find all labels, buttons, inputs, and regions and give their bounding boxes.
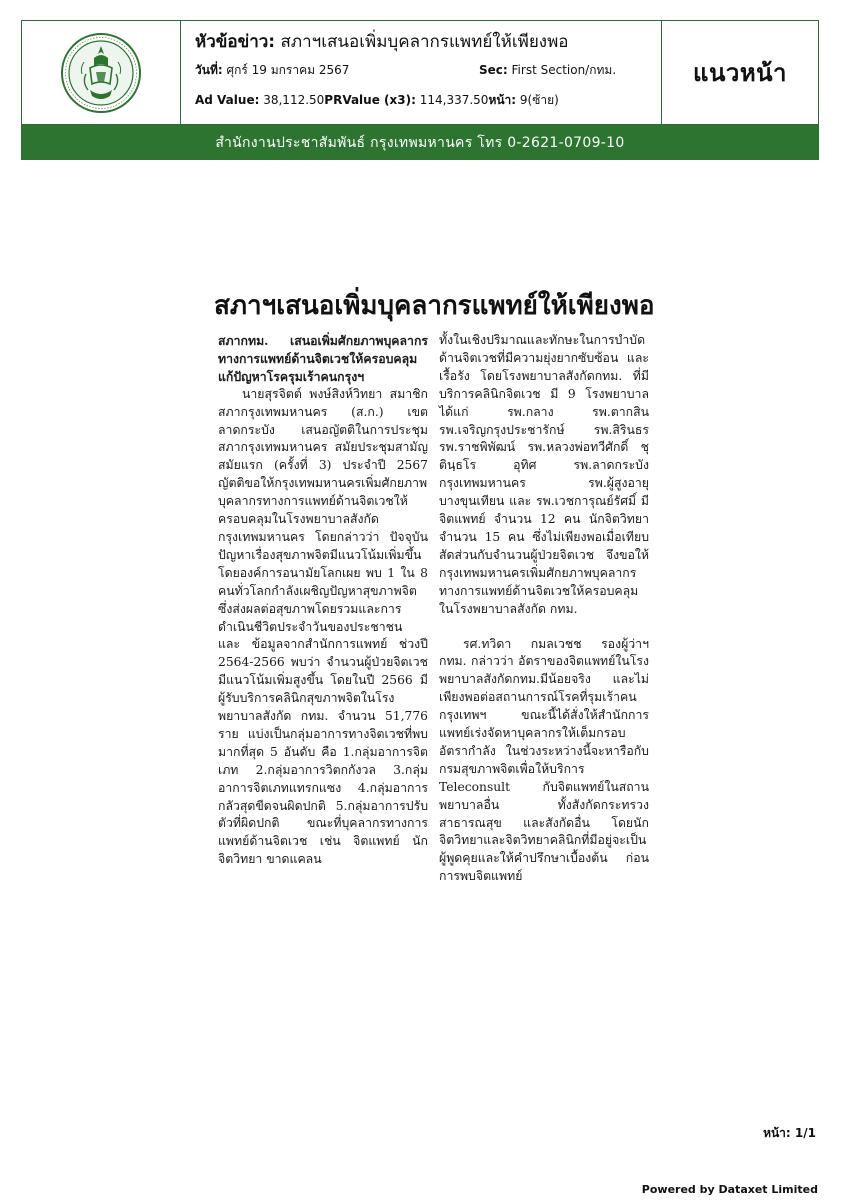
office-contact-text: สำนักงานประชาสัมพันธ์ กรุงเทพมหานคร โทร 0-2621-0709-10 bbox=[215, 134, 625, 151]
article-column-right bbox=[439, 332, 649, 886]
ad-value: 38,112.50 bbox=[263, 93, 325, 107]
value-row bbox=[195, 92, 647, 108]
page-value: 9(ซ้าย) bbox=[519, 93, 559, 107]
page-number-value: 1/1 bbox=[794, 1126, 816, 1140]
clipping-header bbox=[21, 20, 819, 125]
headline-value: สภาฯเสนอเพิ่มบุคลากรแพทย์ให้เพียงพอ bbox=[280, 32, 569, 52]
section-info bbox=[479, 62, 616, 78]
date-label: วันที่: bbox=[195, 63, 223, 77]
bangkok-seal-logo bbox=[60, 32, 142, 114]
page-number bbox=[763, 1124, 816, 1143]
newspaper-name-cell bbox=[662, 21, 818, 124]
logo-cell bbox=[22, 21, 181, 124]
powered-by: Powered by Dataxet Limited bbox=[641, 1183, 818, 1196]
article-lead: สภากทม. เสนอเพิ่มศักยภาพบุคลากรทางการแพทย์ด้านจิตเวชให้ครอบคลุม แก้ปัญหาโรครุมเร้าคนกรุงฯ bbox=[218, 333, 428, 384]
newspaper-name: แนวหน้า bbox=[692, 59, 788, 87]
article-title: สภาฯเสนอเพิ่มบุคลากรแพทย์ให้เพียงพอ bbox=[214, 291, 655, 321]
pr-value: 114,337.50 bbox=[419, 93, 489, 107]
page-label: หน้า: bbox=[488, 93, 517, 107]
article-column-left bbox=[218, 332, 428, 869]
article-paragraph: ทั้งในเชิงปริมาณและทักษะในการบำบัดด้านจิตเวชที่มีความยุ่งยากซับซ้อน และเรื้อรัง โดยโรงพยาบาลสังกัดกทม. ที่มีบริการคลินิกจิตเวช มี 9 โรงพยาบาล ได้แก่ รพ.กลาง รพ.ตากสิน รพ.เจริญกรุงประชารักษ์ รพ.สิรินธร รพ.ราชพิพัฒน์ รพ.หลวงพ่อทวีศักดิ์ ชุตินฺธโร อุทิศ รพ.ลาดกระบังกรุงเทพมหานคร รพ.ผู้สูงอายุบางขุนเทียน และ รพ.เวชการุณย์รัศมิ์ มีจิตแพทย์ จำนวน 12 คน นักจิตวิทยา จำนวน 15 คน ซึ่งไม่เพียงพอเมื่อเทียบสัดส่วนกับจำนวนผู้ป่วยจิตเวช จึงขอให้กรุงเทพมหานครเพิ่มศักยภาพบุคลากรทางการแพทย์ด้านจิตเวชให้ครอบคลุมในโรงพยาบาลสังกัด กทม. bbox=[439, 333, 649, 616]
ad-value-label: Ad Value: bbox=[195, 93, 260, 107]
article-paragraph: รศ.ทวิดา กมลเวชช รองผู้ว่าฯ กทม. กล่าวว่า อัตราของจิตแพทย์ในโรงพยาบาลสังกัดกทม.มีน้อยจริง และไม่เพียงพอต่อสถานการณ์โรคที่รุมเร้าคนกรุงเทพฯ ขณะนี้ได้สั่งให้สำนักการแพทย์เร่งจัดหาบุคลากรให้เต็มกรอบอัตรากำลัง ในช่วงระหว่างนี้จะหารือกับกรมสุขภาพจิตเพื่อให้บริการ Teleconsult กับจิตแพทย์ในสถานพยาบาลอื่น ทั้งสังกัดกระทรวงสาธารณสุข และสังกัดอื่น โดยนักจิตวิทยาและจิตวิทยาคลินิกที่มีอยู่จะเป็นผู้พูดคุยและให้คำปรึกษาเบื้องต้น ก่อนการพบจิตแพทย์ bbox=[439, 636, 649, 884]
sec-value: First Section/กทม. bbox=[511, 63, 617, 77]
sec-label: Sec: bbox=[479, 63, 508, 77]
article-paragraph: นายสุรจิตต์ พงษ์สิงห์วิทยา สมาชิกสภากรุงเทพมหานคร (ส.ก.) เขตลาดกระบัง เสนอญัตติในการประชุมสภากรุงเทพมหานคร สมัยประชุมสามัญ สมัยแรก (ครั้งที่ 3) ประจำปี 2567 ญัตติขอให้กรุงเทพมหานครเพิ่มศักยภาพบุคลากรทางการแพทย์ด้านจิตเวชให้ครอบคลุมในโรงพยาบาลสังกัดกรุงเทพมหานคร โดยกล่าวว่า ปัจจุบันปัญหาเรื่องสุขภาพจิตมีแนวโน้มเพิ่มขึ้น โดยองค์การอนามัยโลกเผย พบ 1 ใน 8 คนทั่วโลกกำลังเผชิญปัญหาสุขภาพจิต ซึ่งส่งผลต่อสุขภาพโดยรวมและการดำเนินชีวิตประจำวันของประชาชน และ ข้อมูลจากสำนักการแพทย์ ช่วงปี 2564-2566 พบว่า จำนวนผู้ป่วยจิตเวชมีแนวโน้มเพิ่มสูงขึ้น โดยในปี 2566 มีผู้รับบริการคลินิกสุขภาพจิตในโรงพยาบาลสังกัด กทม. จำนวน 51,776 ราย แบ่งเป็นกลุ่มอาการทางจิตเวชที่พบมากที่สุด 5 อันดับ คือ 1.กลุ่มอาการจิตเภท 2.กลุ่มอาการวิตกกังวล 3.กลุ่มอาการจิตเภทแทรกแซง 4.กลุ่มอาการกลัวสุดขีดจนผิดปกติ 5.กลุ่มอาการปรับตัวที่ผิดปกติ ขณะที่บุคลากรทางการแพทย์ด้านจิตเวช เช่น จิตแพทย์ นักจิตวิทยา ขาดแคลน bbox=[218, 386, 428, 867]
pr-value-label: PRValue (x3): bbox=[324, 93, 416, 107]
headline-label: หัวข้อข่าว: bbox=[195, 32, 276, 52]
office-contact-bar bbox=[21, 125, 819, 160]
headline-row bbox=[195, 31, 647, 53]
page-number-label: หน้า: bbox=[763, 1126, 791, 1140]
date-row bbox=[195, 62, 647, 78]
date-value: ศุกร์ 19 มกราคม 2567 bbox=[226, 63, 350, 77]
clipping-info bbox=[181, 21, 662, 124]
